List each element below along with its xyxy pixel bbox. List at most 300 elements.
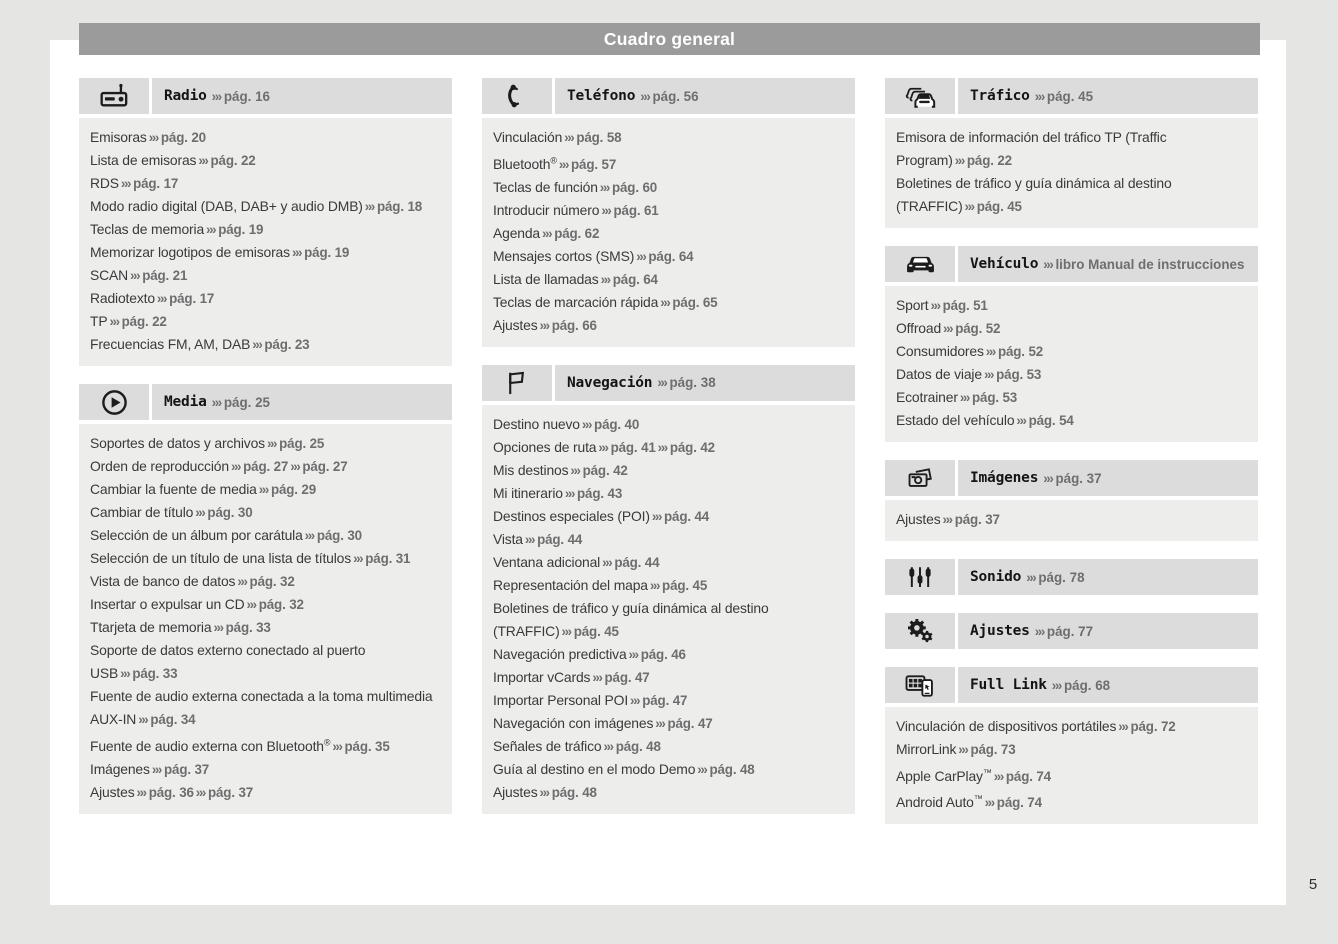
toc-item[interactable] (90, 241, 441, 264)
toc-item[interactable] (493, 689, 844, 712)
page-reference-text: pág. 53 (972, 390, 1018, 405)
page-reference-link[interactable] (288, 459, 347, 474)
toc-item[interactable] (90, 218, 441, 241)
toc-item[interactable] (90, 126, 441, 149)
page-reference-link[interactable] (563, 486, 622, 501)
page-reference-text: pág. 52 (997, 344, 1044, 359)
triple-chevron-icon: ››› (636, 248, 646, 264)
toc-item-label: Señales de tráfico (493, 737, 602, 754)
page-reference-link[interactable] (136, 712, 195, 727)
page-reference-text: pág. 33 (225, 620, 271, 635)
triple-chevron-icon: ››› (1043, 256, 1053, 272)
page-reference-link[interactable] (562, 130, 621, 145)
toc-item-label: Estado del vehículo (896, 412, 1015, 428)
section-media (79, 384, 452, 814)
toc-item-label: Cambiar de título (90, 504, 194, 520)
section-title: Ajustes (970, 623, 1030, 639)
triple-chevron-icon: ››› (657, 375, 667, 391)
page-reference-link[interactable] (650, 509, 709, 524)
toc-item[interactable] (90, 501, 441, 524)
page-reference-link[interactable] (1116, 719, 1175, 734)
toc-item[interactable] (493, 758, 844, 781)
page-reference-text: pág. 60 (611, 179, 658, 195)
triple-chevron-icon: ››› (581, 416, 592, 432)
toc-item-label: Emisora de información del tráfico TP (Traffic Program) (896, 129, 1167, 168)
page-reference-link[interactable] (983, 795, 1042, 810)
triple-chevron-icon: ››› (136, 784, 146, 800)
page-reference-link[interactable] (210, 89, 270, 104)
toc-item-label: Representación del mapa (493, 576, 648, 593)
toc-item[interactable] (493, 643, 844, 666)
section-item-list (79, 118, 452, 366)
page-reference-text: pág. 48 (709, 761, 755, 777)
toc-item[interactable] (896, 715, 1247, 738)
phone-icon (482, 78, 555, 114)
page-reference-text: pág. 33 (132, 666, 178, 681)
toc-item[interactable] (493, 222, 844, 245)
toc-item[interactable] (493, 199, 844, 222)
section-sonido (885, 559, 1258, 595)
triple-chevron-icon: ››› (195, 784, 205, 800)
toc-item[interactable] (493, 459, 844, 482)
page-reference-link[interactable] (235, 574, 294, 589)
page-reference-text: pág. 18 (376, 199, 423, 214)
triple-chevron-icon: ››› (660, 294, 670, 310)
toc-item-label: Offroad (896, 320, 942, 336)
section-header[interactable] (885, 460, 1258, 496)
toc-item[interactable] (493, 528, 844, 551)
toc-item-label: Emisoras (90, 129, 147, 145)
page-reference-link[interactable] (568, 463, 627, 478)
page-reference-text: pág. 37 (954, 512, 1000, 527)
triple-chevron-icon: ››› (1016, 413, 1026, 428)
toc-item[interactable] (896, 508, 1247, 531)
page-reference-link[interactable] (245, 597, 304, 612)
toc-item[interactable] (90, 478, 441, 501)
triple-chevron-icon: ››› (558, 156, 569, 172)
toc-item-label: Fuente de audio externa con Bluetooth® (90, 737, 331, 754)
toc-item[interactable] (896, 317, 1247, 340)
page-reference-text: pág. 44 (614, 554, 660, 570)
toc-item[interactable] (493, 551, 844, 574)
page-reference-link[interactable] (194, 785, 253, 800)
page-reference-link[interactable] (290, 245, 349, 260)
page-reference-link[interactable] (963, 199, 1022, 214)
triple-chevron-icon: ››› (655, 715, 665, 731)
triple-chevron-icon: ››› (364, 199, 374, 214)
page-reference-link[interactable] (941, 512, 1000, 527)
toc-item[interactable] (90, 524, 441, 547)
traffic-icon (885, 78, 958, 114)
page-reference-text: pág. 16 (223, 88, 270, 104)
triple-chevron-icon: ››› (564, 130, 574, 145)
page-reference-link[interactable] (1033, 89, 1093, 104)
section-header[interactable] (79, 78, 452, 114)
page-reference-link[interactable] (196, 153, 255, 168)
page-reference-link[interactable] (229, 459, 288, 474)
toc-item[interactable] (896, 386, 1247, 409)
page-reference-link[interactable] (1033, 624, 1093, 639)
toc-item[interactable] (493, 245, 844, 268)
section-header[interactable] (885, 613, 1258, 649)
toc-item[interactable] (90, 781, 441, 804)
page-reference-link[interactable] (128, 268, 187, 283)
page-reference-link[interactable] (953, 153, 1012, 168)
page-reference-text: pág. 21 (142, 268, 188, 283)
triple-chevron-icon: ››› (524, 531, 535, 547)
triple-chevron-icon: ››› (156, 291, 167, 306)
page-reference-text: pág. 40 (594, 416, 640, 432)
section-header[interactable] (885, 246, 1258, 282)
page-reference-link[interactable] (538, 318, 597, 333)
page-reference-link[interactable] (928, 298, 987, 313)
page-reference-link[interactable] (1041, 471, 1101, 486)
section-title: Media (164, 394, 207, 410)
toc-item[interactable] (90, 287, 441, 310)
toc-item[interactable] (896, 409, 1247, 432)
toc-item[interactable] (493, 291, 844, 314)
page-reference-link[interactable] (599, 272, 658, 287)
page-reference-text: pág. 72 (1130, 719, 1176, 734)
toc-item-label: Modo radio digital (DAB, DAB+ y audio DMB) (90, 198, 363, 214)
toc-item[interactable] (493, 436, 844, 459)
page-reference-text: pág. 25 (223, 394, 270, 410)
toc-item-label: Frecuencias FM, AM, DAB (90, 336, 251, 352)
toc-item[interactable] (493, 482, 844, 505)
toc-item-label: Selección de un álbum por carátula (90, 527, 303, 543)
page-reference-text: pág. 20 (160, 130, 206, 145)
toc-item-label: Soportes de datos y archivos (90, 435, 265, 451)
page-reference-link[interactable] (265, 436, 324, 451)
toc-item-label: Cambiar la fuente de media (90, 481, 257, 497)
section-item-list (79, 424, 452, 814)
toc-item-label: Navegación predictiva (493, 645, 627, 662)
page-reference-text: pág. 47 (604, 669, 650, 685)
page-reference-link[interactable] (658, 295, 717, 310)
triple-chevron-icon: ››› (1034, 623, 1044, 639)
toc-item-label: Introducir número (493, 201, 600, 218)
page-reference-link[interactable] (147, 130, 206, 145)
toc-item[interactable] (493, 781, 844, 804)
page-reference-link[interactable] (580, 417, 639, 432)
section-header[interactable] (482, 365, 855, 401)
toc-item[interactable] (896, 788, 1247, 815)
toc-item-label: Bluetooth® (493, 155, 557, 172)
toc-item-label: Mensajes cortos (SMS) (493, 247, 635, 264)
page-reference-text: pág. 68 (1063, 677, 1111, 693)
page-reference-text: pág. 62 (554, 225, 600, 241)
toc-item[interactable] (896, 294, 1247, 317)
page-reference-text: pág. 35 (344, 738, 390, 754)
page-reference-text: pág. 34 (150, 712, 196, 727)
toc-item[interactable] (896, 761, 1247, 788)
page-reference-link[interactable] (956, 742, 1015, 757)
triple-chevron-icon: ››› (697, 761, 707, 777)
page-reference-text: pág. 23 (264, 337, 310, 352)
section-title: Navegación (567, 374, 653, 391)
toc-item[interactable] (493, 505, 844, 528)
column-1 (79, 78, 452, 842)
toc-item[interactable] (90, 731, 441, 758)
page-reference-link[interactable] (303, 528, 362, 543)
page-reference-text: pág. 51 (942, 298, 988, 313)
triple-chevron-icon: ››› (958, 742, 968, 757)
section-item-list (482, 118, 855, 347)
page-reference-text: pág. 53 (996, 367, 1042, 382)
page-reference-text: pág. 19 (304, 245, 350, 260)
toc-item[interactable] (493, 126, 844, 149)
toc-item-label: Ventana adicional (493, 553, 601, 570)
triple-chevron-icon: ››› (943, 321, 953, 336)
triple-chevron-icon: ››› (1043, 470, 1053, 486)
triple-chevron-icon: ››› (630, 692, 640, 708)
page-reference-link[interactable] (984, 344, 1043, 359)
triple-chevron-icon: ››› (599, 179, 609, 195)
page-reference-link[interactable] (600, 555, 659, 570)
toc-item-label: Vista de banco de datos (90, 573, 236, 589)
page-reference-link[interactable] (602, 739, 661, 754)
page-reference-link[interactable] (538, 785, 597, 800)
toc-item[interactable] (493, 597, 844, 643)
page-reference-link[interactable] (1024, 570, 1084, 585)
toc-item-label: Ajustes (90, 783, 135, 800)
page-reference-link[interactable] (523, 532, 582, 547)
toc-item-label: Imágenes (90, 760, 150, 777)
triple-chevron-icon: ››› (151, 761, 161, 777)
section-header[interactable] (482, 78, 855, 114)
column-3 (885, 78, 1258, 842)
toc-item-label: Ttarjeta de memoria (90, 619, 212, 635)
section-title: Full Link (970, 677, 1047, 693)
triple-chevron-icon: ››› (195, 505, 205, 520)
triple-chevron-icon: ››› (332, 738, 342, 754)
page-reference-link[interactable] (118, 666, 177, 681)
triple-chevron-icon: ››› (230, 459, 241, 474)
page-reference-link[interactable] (992, 769, 1051, 784)
page-reference-text: pág. 48 (551, 784, 597, 800)
toc-item[interactable] (493, 176, 844, 199)
page-reference-text: pág. 32 (249, 574, 295, 589)
triple-chevron-icon: ››› (213, 620, 223, 635)
toc-item[interactable] (493, 574, 844, 597)
toc-item[interactable] (90, 172, 441, 195)
page-reference-link[interactable] (257, 482, 316, 497)
page-reference-link[interactable] (155, 291, 214, 306)
page-reference-link[interactable] (634, 249, 693, 264)
triple-chevron-icon: ››› (246, 597, 256, 612)
toc-item[interactable] (90, 149, 441, 172)
toc-item[interactable] (896, 126, 1247, 172)
triple-chevron-icon: ››› (651, 508, 662, 524)
page-reference-link[interactable] (540, 226, 599, 241)
triple-chevron-icon: ››› (601, 202, 611, 218)
triple-chevron-icon: ››› (993, 768, 1003, 784)
triple-chevron-icon: ››› (120, 176, 131, 191)
toc-item-label: Lista de llamadas (493, 270, 599, 287)
toc-item[interactable] (493, 413, 844, 436)
triple-chevron-icon: ››› (1118, 719, 1128, 734)
toc-item[interactable] (493, 314, 844, 337)
triple-chevron-icon: ››› (564, 485, 575, 501)
page-reference-link[interactable] (648, 578, 707, 593)
toc-item[interactable] (90, 570, 441, 593)
toc-item-label: Guía al destino en el modo Demo (493, 760, 696, 777)
toc-item[interactable] (90, 195, 441, 218)
page-reference-link[interactable] (135, 785, 194, 800)
page-reference-text: pág. 46 (640, 646, 686, 662)
toc-item-label: Opciones de ruta (493, 438, 597, 455)
toc-item[interactable] (90, 685, 441, 731)
toc-item[interactable] (896, 738, 1247, 761)
page-reference-text: pág. 73 (970, 742, 1016, 757)
section-ajustes (885, 613, 1258, 649)
toc-item-label: Agenda (493, 224, 540, 241)
page-reference-link[interactable] (958, 390, 1017, 405)
page-reference-text: pág. 64 (648, 248, 694, 264)
page-title: Cuadro general (79, 23, 1260, 55)
triple-chevron-icon: ››› (985, 344, 995, 359)
page-reference-link[interactable] (363, 199, 422, 214)
triple-chevron-icon: ››› (592, 669, 602, 685)
page-reference-link[interactable] (599, 203, 658, 218)
toc-item[interactable] (493, 735, 844, 758)
toc-item-label: Boletines de tráfico y guía dinámica al destino (TRAFFIC) (896, 175, 1172, 214)
toc-item-label: Orden de reproducción (90, 458, 229, 474)
section-header[interactable] (885, 559, 1258, 595)
toc-item[interactable] (90, 758, 441, 781)
toc-item[interactable] (90, 593, 441, 616)
page-reference-link[interactable] (627, 647, 686, 662)
toc-item-label: Ecotrainer (896, 389, 958, 405)
toc-item-label: Insertar o expulsar un CD (90, 596, 245, 612)
toc-item[interactable] (90, 547, 441, 570)
toc-item-label: Mis destinos (493, 461, 569, 478)
page-reference-link[interactable] (557, 157, 616, 172)
section-header[interactable] (885, 667, 1258, 703)
page-reference-link[interactable] (638, 89, 698, 104)
toc-item[interactable] (90, 639, 441, 685)
page-reference-link[interactable] (598, 180, 657, 195)
section-title: Imágenes (970, 470, 1039, 486)
toc-item[interactable] (90, 264, 441, 287)
page-reference-text: pág. 48 (615, 738, 661, 754)
toc-item-label: Ajustes (493, 316, 538, 333)
toc-item-label: Importar Personal POI (493, 691, 629, 708)
page-reference-link[interactable] (330, 739, 389, 754)
triple-chevron-icon: ››› (206, 222, 216, 237)
page-reference-text: pág. 32 (258, 597, 304, 612)
page-reference-text: pág. 47 (667, 715, 713, 731)
page-reference-link[interactable] (982, 367, 1041, 382)
toc-item[interactable] (896, 340, 1247, 363)
toc-item[interactable] (896, 172, 1247, 218)
page-reference-link[interactable] (250, 337, 309, 352)
toc-item[interactable] (493, 666, 844, 689)
page-number: 5 (1308, 876, 1318, 893)
page-reference-link[interactable] (1014, 413, 1073, 428)
triple-chevron-icon: ››› (198, 153, 208, 168)
page-reference-text: pág. 42 (669, 439, 715, 455)
page-reference-link[interactable] (193, 505, 252, 520)
page-reference-text: pág. 58 (576, 130, 622, 145)
triple-chevron-icon: ››› (291, 245, 302, 260)
toc-item-label: Lista de emisoras (90, 152, 197, 168)
page-reference-link[interactable] (351, 551, 410, 566)
page-reference-text: pág. 47 (642, 692, 688, 708)
toc-item[interactable] (493, 712, 844, 735)
toc-item-label: Selección de un título de una lista de títulos (90, 550, 352, 566)
page-reference-link[interactable] (656, 440, 715, 455)
toc-item-label: Soporte de datos externo conectado al puerto USB (90, 642, 366, 681)
page-reference-link[interactable] (655, 375, 715, 390)
triple-chevron-icon: ››› (130, 268, 140, 283)
page-reference-link[interactable] (107, 314, 166, 329)
page-reference-link[interactable] (560, 624, 619, 639)
triple-chevron-icon: ››› (353, 551, 363, 566)
page-reference-text: pág. 30 (207, 505, 253, 520)
toc-item[interactable] (90, 310, 441, 333)
overview-columns (79, 78, 1260, 842)
section-title: Teléfono (567, 88, 636, 104)
toc-item-label: Datos de viaje (896, 366, 982, 382)
page-reference-link[interactable] (941, 321, 1000, 336)
page-reference-link[interactable] (210, 395, 270, 410)
toc-item[interactable] (90, 333, 441, 356)
toc-item-label: Fuente de audio externa conectada a la toma multimedia AUX-IN (90, 688, 433, 727)
section-vehículo (885, 246, 1258, 442)
toc-item[interactable] (90, 616, 441, 639)
toc-item[interactable] (493, 149, 844, 176)
page-reference-link[interactable] (211, 620, 270, 635)
page-reference-link[interactable] (695, 762, 754, 777)
page-reference-link[interactable] (1041, 257, 1244, 272)
triple-chevron-icon: ››› (211, 88, 221, 104)
page-reference-link[interactable] (204, 222, 263, 237)
triple-chevron-icon: ››› (1034, 88, 1044, 104)
section-header[interactable] (79, 384, 452, 420)
page-reference-link[interactable] (119, 176, 178, 191)
toc-item-label: Vista (493, 530, 523, 547)
toc-item-label: Memorizar logotipos de emisoras (90, 244, 290, 260)
triple-chevron-icon: ››› (657, 439, 667, 455)
toc-item-label: MirrorLink (896, 741, 957, 757)
page-reference-text: pág. 31 (365, 551, 411, 566)
page-reference-link[interactable] (596, 440, 655, 455)
section-navegación (482, 365, 855, 814)
page-reference-text: pág. 74 (996, 795, 1042, 811)
triple-chevron-icon: ››› (983, 367, 994, 382)
page-reference-link[interactable] (628, 693, 687, 708)
page-reference-link[interactable] (653, 716, 712, 731)
play-icon (79, 384, 152, 420)
page-reference-text: pág. 66 (551, 317, 597, 333)
toc-item[interactable] (493, 268, 844, 291)
toc-item[interactable] (90, 455, 441, 478)
toc-item[interactable] (896, 363, 1247, 386)
page-reference-link[interactable] (1050, 678, 1110, 693)
triple-chevron-icon: ››› (959, 390, 969, 405)
section-header[interactable] (885, 78, 1258, 114)
triple-chevron-icon: ››› (600, 271, 610, 287)
section-item-list (885, 500, 1258, 541)
page-reference-link[interactable] (590, 670, 649, 685)
page-reference-text: pág. 17 (133, 176, 179, 191)
page-reference-link[interactable] (150, 762, 209, 777)
page-reference-text: pág. 61 (613, 202, 659, 218)
page-reference-text: pág. 37 (164, 761, 210, 777)
toc-item[interactable] (90, 432, 441, 455)
page-reference-text: pág. 56 (652, 88, 699, 104)
